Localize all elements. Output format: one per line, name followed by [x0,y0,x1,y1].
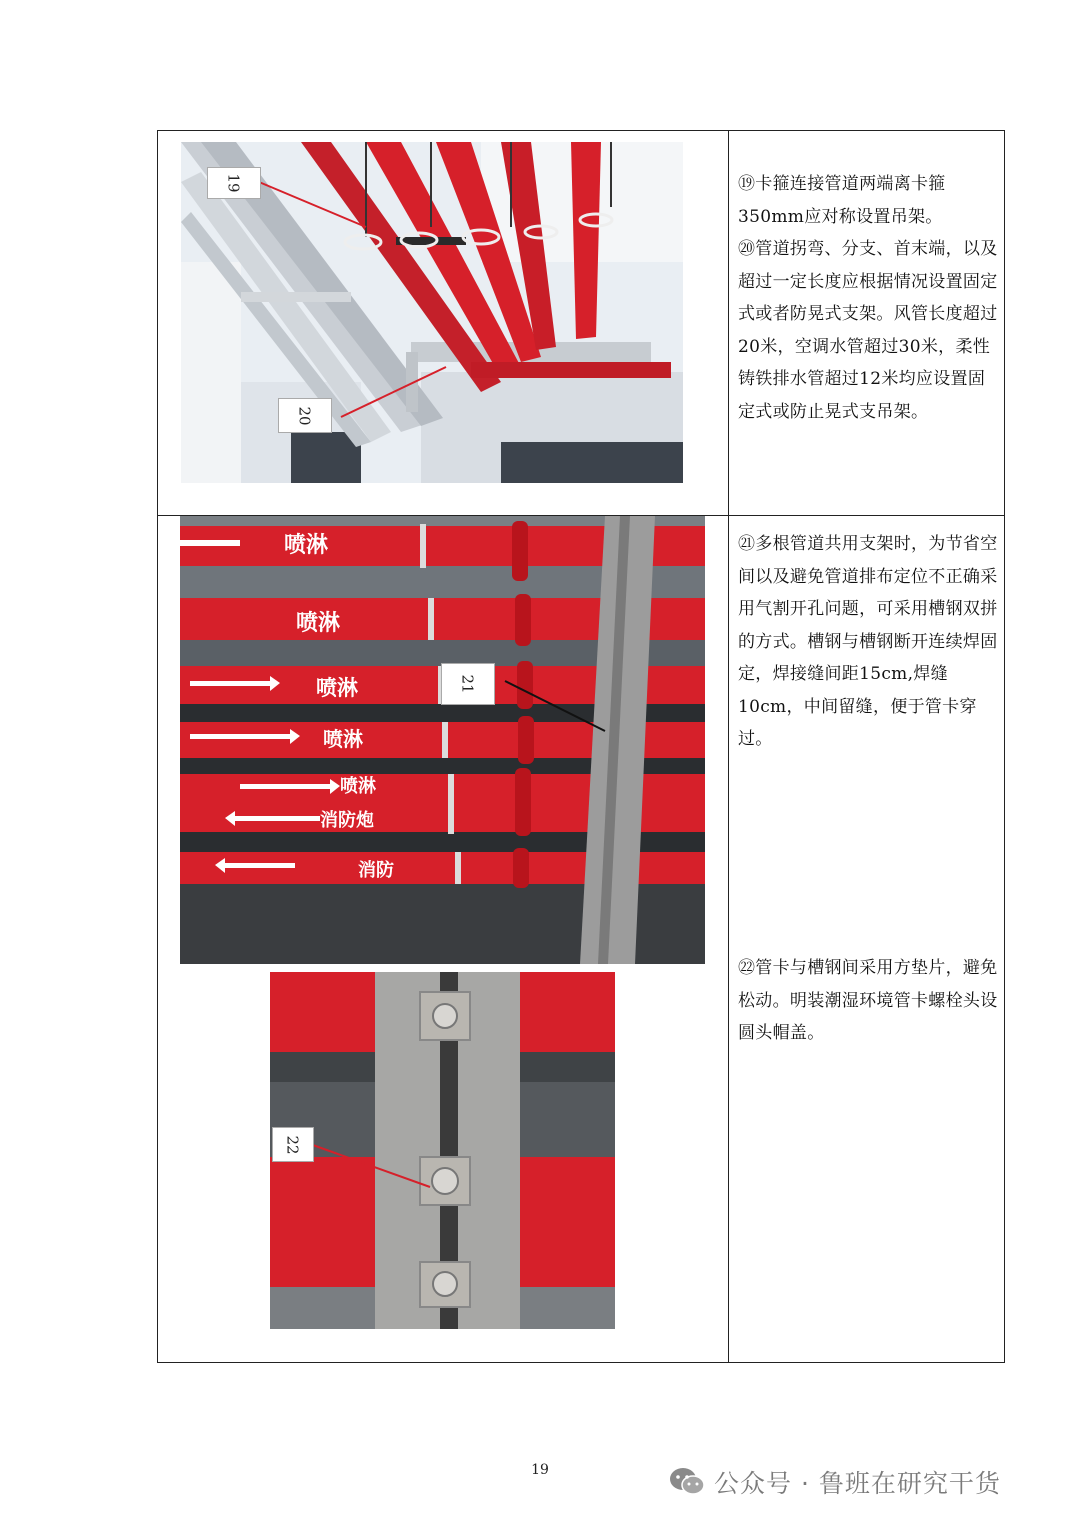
watermark-text: 公众号 · 鲁班在研究干货 [714,1469,1001,1498]
callout-20: 20 [278,398,332,433]
watermark [668,1462,1001,1502]
paragraph-19: ⑲卡箍连接管道两端离卡箍350mm应对称设置吊架。 [738,174,946,227]
photo-clamp-closeup [270,972,615,1329]
pipe-label: 喷淋 [296,611,341,636]
pipe-label: 消防 [358,860,394,881]
pipe-label: 喷淋 [284,533,329,558]
paragraph-20: ⑳管道拐弯、分支、首末端，以及超过一定长度应根据情况设置固定式或者防晃式支架。风管长度超过20米，空调水管超过30米，柔性铸铁排水管超过12米均应设置固定式或防止晃式支吊架。 [738,239,998,422]
photo-labeled-pipes [180,516,705,964]
pipe-label: 喷淋 [316,676,358,700]
callout-19: 19 [207,167,261,199]
pipe-label: 喷淋 [323,727,363,751]
description-19-20 [738,168,1000,428]
description-21 [738,528,1000,756]
callout-21: 21 [441,663,495,705]
pipe-label: 消防炮 [320,810,374,831]
table-column-divider [728,131,729,1362]
paragraph-22: ㉒管卡与槽钢间采用方垫片，避免松动。明装潮湿环境管卡螺栓头设圆头帽盖。 [738,958,998,1043]
callout-22: 22 [272,1127,314,1162]
paragraph-21: ㉑多根管道共用支架时，为节省空间以及避免管道排布定位不正确采用气割开孔问题，可采用槽钢双拼的方式。槽钢与槽钢断开连续焊固定，焊接缝间距15cm,焊缝10cm，中间留缝，便于管卡穿过。 [738,534,998,749]
pipe-label: 喷淋 [340,776,376,797]
description-22 [738,952,1000,1050]
wechat-icon [668,1466,706,1498]
page-number: 19 [531,1462,549,1478]
